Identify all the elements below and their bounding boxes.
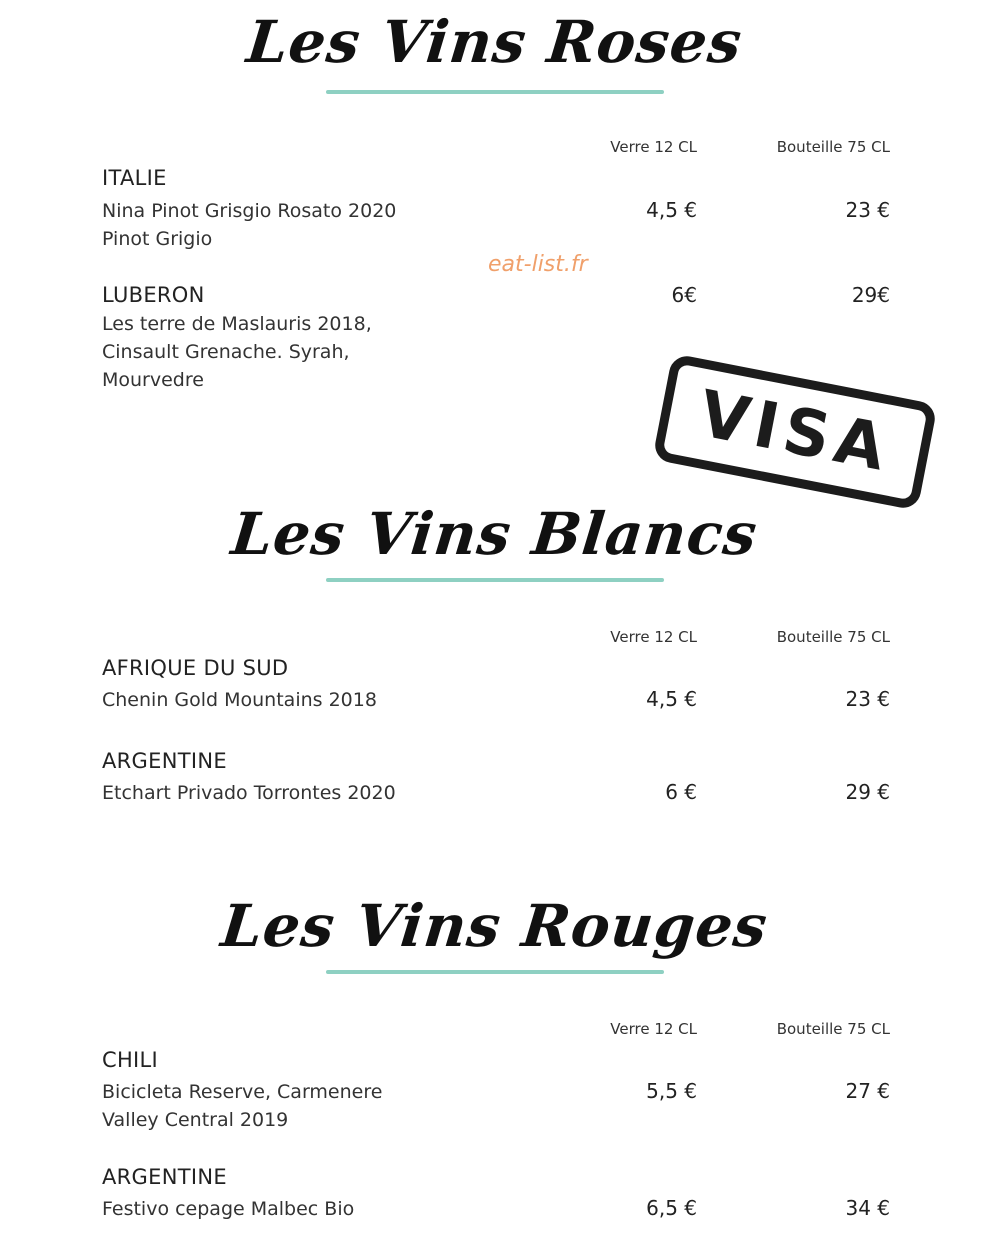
wine-line: Bicicleta Reserve, Carmenere [102,1081,383,1103]
region-label: CHILI [102,1048,159,1072]
bottle-price: 27 € [845,1079,890,1103]
wine-name [102,197,396,253]
wine-name [102,686,377,714]
region-label: ARGENTINE [102,749,227,773]
wine-line: Pinot Grigio [102,228,213,250]
wine-name [102,779,396,807]
wine-line: Etchart Privado Torrontes 2020 [102,782,396,804]
column-header-bottle: Bouteille 75 CL [776,628,890,646]
wine-line: Nina Pinot Grisgio Rosato 2020 [102,200,397,222]
column-header-glass: Verre 12 CL [610,628,697,646]
column-header-glass: Verre 12 CL [610,1020,697,1038]
wine-line: Chenin Gold Mountains 2018 [102,689,377,711]
glass-price: 6 € [665,780,697,804]
wine-line: Cinsault Grenache. Syrah, [102,341,350,363]
section-title-roses: Les Vins Roses [243,8,746,76]
column-header-glass: Verre 12 CL [610,138,697,156]
title-underline [326,970,664,974]
wine-line: Les terre de Maslauris 2018, [102,313,372,335]
bottle-price: 34 € [845,1196,890,1220]
section-title-rouges: Les Vins Rouges [218,892,771,960]
region-label: LUBERON [102,283,205,307]
title-underline [326,578,664,582]
title-underline [326,90,664,94]
glass-price: 4,5 € [646,198,697,222]
wine-name [102,1078,382,1134]
glass-price: 6,5 € [646,1196,697,1220]
glass-price: 5,5 € [646,1079,697,1103]
glass-price: 4,5 € [646,687,697,711]
bottle-price: 29 € [845,780,890,804]
wine-line: Mourvedre [102,369,204,391]
bottle-price: 29€ [851,283,890,307]
watermark-text: eat-list.fr [488,252,588,277]
region-label: ITALIE [102,166,167,190]
wine-line: Valley Central 2019 [102,1109,289,1131]
visa-stamp [652,353,938,511]
wine-line: Festivo cepage Malbec Bio [102,1198,355,1220]
glass-price: 6€ [671,283,697,307]
region-label: ARGENTINE [102,1165,227,1189]
wine-name [102,310,372,394]
column-header-bottle: Bouteille 75 CL [776,138,890,156]
region-label: AFRIQUE DU SUD [102,656,289,680]
bottle-price: 23 € [845,687,890,711]
wine-name [102,1195,354,1223]
bottle-price: 23 € [845,198,890,222]
section-title-blancs: Les Vins Blancs [228,500,761,568]
column-header-bottle: Bouteille 75 CL [776,1020,890,1038]
visa-stamp-text: VISA [693,377,897,487]
